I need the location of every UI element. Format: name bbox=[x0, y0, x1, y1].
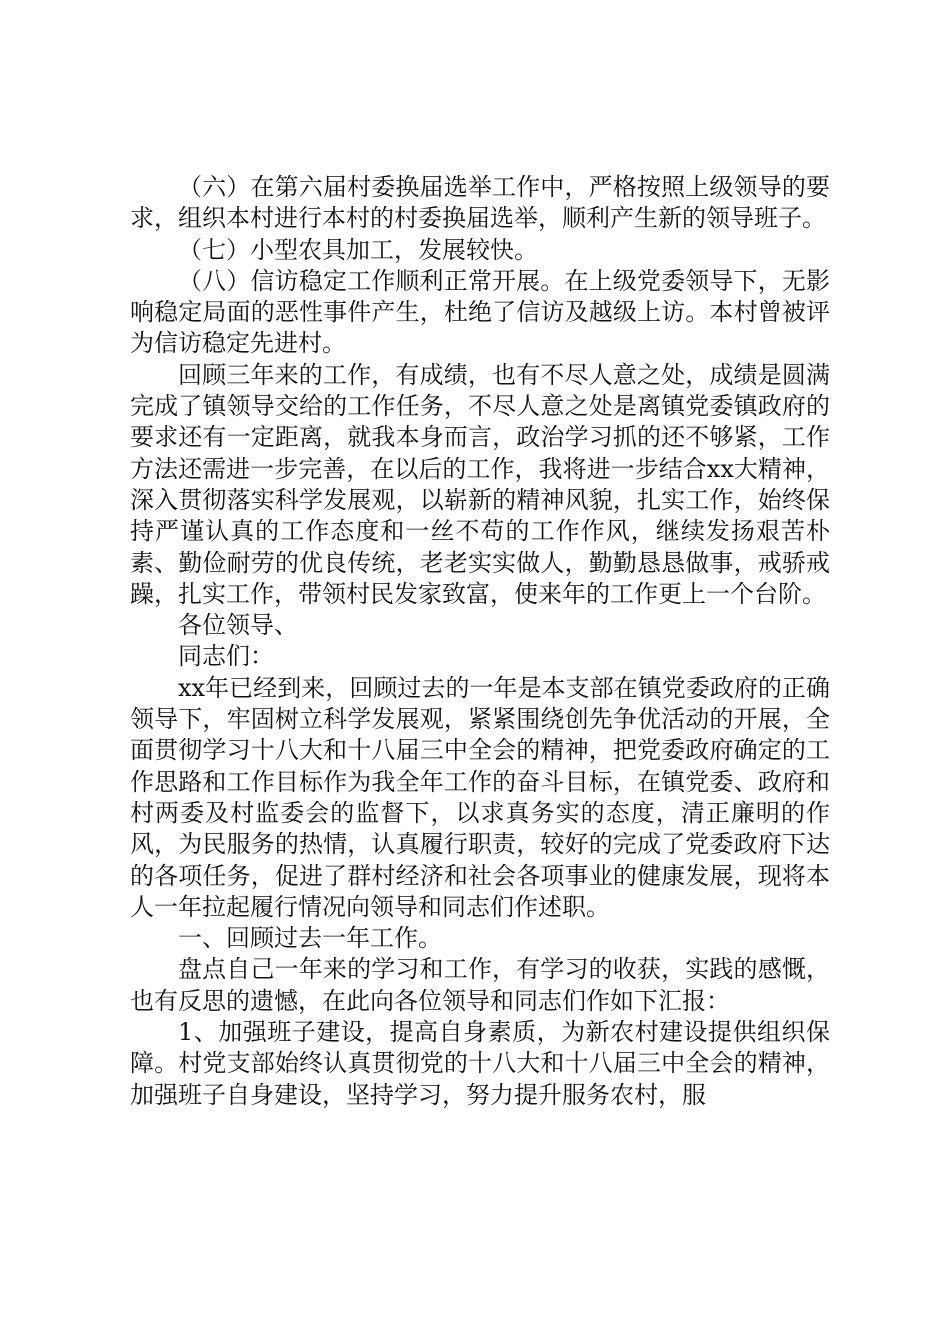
salutation-comrades: 同志们： bbox=[178, 642, 274, 671]
section-heading-review: 一、回顾过去一年工作。 bbox=[178, 924, 442, 953]
paragraph-year-intro: xx年已经到来，回顾过去的一年是本支部在镇党委政府的正确领导下，牢固树立科学发展观，紧紧围绕创先争优活动的开展，全面贯彻学习十八大和十八届三中全会的精神，把党委政府确定的工作思路和工作目标作为我全年工作的奋斗目标，在镇党委、政府和村两委及村监委会的监督下，以求真务实的态度，清正廉明的作风，为民服务的热情，认真履行职责，较好的完成了党委政府下达的各项任务，促进了群村经济和社会各项事业的健康发展，现将本人一年拉起履行情况向领导和同志们作述职。 bbox=[130, 673, 830, 921]
paragraph-item-7-tools: （七）小型农具加工，发展较快。 bbox=[178, 235, 538, 264]
paragraph-review-three-years: 回顾三年来的工作，有成绩，也有不尽人意之处，成绩是圆满完成了镇领导交给的工作任务，不尽人意之处是离镇党委镇政府的要求还有一定距离，就我本身而言，政治学习抓的还不够紧，工作方法还需进一步完善，在以后的工作，我将进一步结合xx大精神，深入贯彻落实科学发展观，以崭新的精神风貌，扎实工作，始终保持严谨认真的工作态度和一丝不苟的工作作风，继续发扬艰苦朴素、勤俭耐劳的优良传统，老老实实做人，勤勤恳恳做事，戒骄戒躁，扎实工作，带领村民发家致富，使来年的工作更上一个台阶。 bbox=[130, 360, 830, 608]
document-body bbox=[130, 172, 830, 1111]
paragraph-item-1-team-building: 1、加强班子建设，提高自身素质，为新农村建设提供组织保障。村党支部始终认真贯彻党的十八大和十八届三中全会的精神，加强班子自身建设，坚持学习，努力提升服务农村，服 bbox=[130, 1018, 830, 1109]
paragraph-summary-intro: 盘点自己一年来的学习和工作，有学习的收获，实践的感慨，也有反思的遗憾，在此向各位领导和同志们作如下汇报： bbox=[130, 955, 830, 1015]
salutation-leaders: 各位领导、 bbox=[178, 611, 298, 640]
paragraph-item-8-petition: （八）信访稳定工作顺利正常开展。在上级党委领导下，无影响稳定局面的恶性事件产生，杜绝了信访及越级上访。本村曾被评为信访稳定先进村。 bbox=[130, 266, 830, 358]
paragraph-item-6-election: （六）在第六届村委换届选举工作中，严格按照上级领导的要求，组织本村进行本村的村委换届选举，顺利产生新的领导班子。 bbox=[130, 173, 830, 233]
